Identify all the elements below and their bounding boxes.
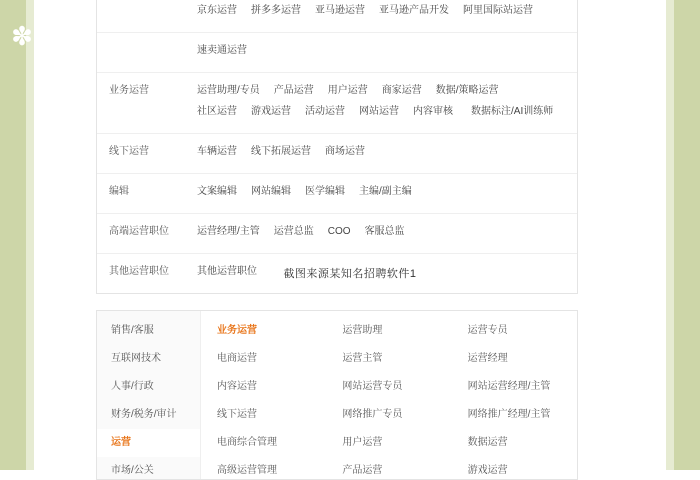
job-chip[interactable]: 网站运营: [359, 106, 399, 117]
job-chip[interactable]: 产品运营: [273, 85, 314, 96]
job-item[interactable]: 数据运营: [467, 437, 508, 448]
job-item[interactable]: 电商综合管理: [217, 437, 277, 448]
job-chip[interactable]: 商场运营: [325, 146, 365, 157]
job-chip[interactable]: 亚马逊运营: [315, 5, 365, 16]
job-chip[interactable]: COO: [327, 226, 351, 237]
table-row: [97, 0, 577, 33]
job-item[interactable]: 用户运营: [342, 437, 383, 448]
sidebar-item-operations[interactable]: 运营: [97, 429, 200, 457]
row-label: 线下运营: [109, 146, 149, 157]
row-items: [193, 214, 577, 253]
job-item[interactable]: 运营专员: [467, 325, 508, 336]
job-chip[interactable]: 客服总监: [364, 226, 405, 237]
job-item[interactable]: 运营主管: [342, 353, 383, 364]
row-label: 其他运营职位: [109, 266, 169, 277]
job-chip[interactable]: 运营助理/专员: [197, 85, 260, 96]
right-inner-border: [666, 0, 674, 470]
job-item[interactable]: 运营助理: [342, 325, 383, 336]
row-items: [193, 0, 577, 32]
job-chip[interactable]: 商家运营: [381, 85, 422, 96]
job-chip[interactable]: 阿里国际站运营: [463, 5, 533, 16]
job-column-2: [326, 317, 451, 479]
job-item[interactable]: 业务运营: [217, 325, 257, 336]
sidebar-item-sales[interactable]: 销售/客服: [111, 325, 154, 336]
row-label: 高端运营职位: [109, 226, 169, 237]
job-chip[interactable]: 京东运营: [197, 5, 237, 16]
job-chip[interactable]: 文案编辑: [197, 186, 237, 197]
job-chip[interactable]: 亚马逊产品开发: [379, 5, 449, 16]
row-label: 业务运营: [109, 85, 149, 96]
job-chip[interactable]: 线下拓展运营: [251, 146, 311, 157]
left-olive-border: [0, 0, 26, 470]
sidebar-item-finance[interactable]: 财务/税务/审计: [111, 409, 177, 420]
category-sidebar: [97, 311, 201, 479]
screenshot-caption: 截图来源某知名招聘软件1: [283, 268, 417, 280]
sidebar-item-marketing-pr[interactable]: 市场/公关: [111, 465, 154, 476]
job-chip[interactable]: 数据/策略运营: [435, 85, 499, 96]
row-items: [193, 73, 577, 133]
job-item[interactable]: 运营经理: [467, 353, 508, 364]
job-chip[interactable]: 数据标注/AI训练师: [471, 106, 554, 117]
job-chip[interactable]: 其他运营职位: [197, 266, 257, 277]
job-item[interactable]: 高级运营管理: [217, 465, 277, 476]
table-row: [97, 73, 577, 134]
right-olive-border: [674, 0, 700, 470]
job-category-table-screenshot: [96, 0, 578, 294]
job-item[interactable]: 网站运营经理/主管: [467, 381, 551, 392]
row-items: [193, 33, 577, 72]
job-item[interactable]: 游戏运营: [467, 465, 508, 476]
job-item[interactable]: 网络推广经理/主管: [467, 409, 551, 420]
job-chip[interactable]: 用户运营: [327, 85, 368, 96]
row-label: 编辑: [109, 186, 129, 197]
table-row: [97, 214, 577, 254]
job-column-3: [452, 317, 577, 479]
flower-icon: ✽: [11, 21, 33, 51]
table-row: [97, 174, 577, 214]
job-chip[interactable]: 内容审核: [413, 106, 453, 117]
row-items: [193, 174, 577, 213]
table-row: [97, 134, 577, 174]
content-area: [34, 0, 666, 476]
sidebar-item-hr-admin[interactable]: 人事/行政: [111, 381, 154, 392]
category-picker-screenshot: [96, 310, 578, 480]
job-item[interactable]: 产品运营: [342, 465, 383, 476]
left-inner-border: [26, 0, 34, 470]
row-label: [97, 0, 193, 32]
job-chip[interactable]: 车辆运营: [197, 146, 237, 157]
job-chip[interactable]: 运营经理/主管: [197, 226, 260, 237]
row-label: [97, 33, 193, 72]
job-chip[interactable]: 运营总监: [273, 226, 314, 237]
job-chip[interactable]: 社区运营: [197, 106, 237, 117]
job-item[interactable]: 内容运营: [217, 381, 257, 392]
job-item[interactable]: 线下运营: [217, 409, 257, 420]
job-item[interactable]: 电商运营: [217, 353, 257, 364]
job-item[interactable]: 网络推广专员: [342, 409, 403, 420]
job-columns: [201, 311, 577, 479]
job-chip[interactable]: 速卖通运营: [197, 45, 247, 56]
job-chip[interactable]: 拼多多运营: [251, 5, 301, 16]
job-chip[interactable]: 活动运营: [305, 106, 345, 117]
job-item[interactable]: 网站运营专员: [342, 381, 403, 392]
job-chip[interactable]: 网站编辑: [251, 186, 291, 197]
sidebar-item-internet-tech[interactable]: 互联网技术: [111, 353, 161, 364]
row-items: [193, 134, 577, 173]
job-chip[interactable]: 主编/副主编: [359, 186, 412, 197]
job-chip[interactable]: 医学编辑: [305, 186, 345, 197]
job-chip[interactable]: 游戏运营: [251, 106, 291, 117]
job-column-1: [201, 317, 326, 479]
table-row: [97, 33, 577, 73]
